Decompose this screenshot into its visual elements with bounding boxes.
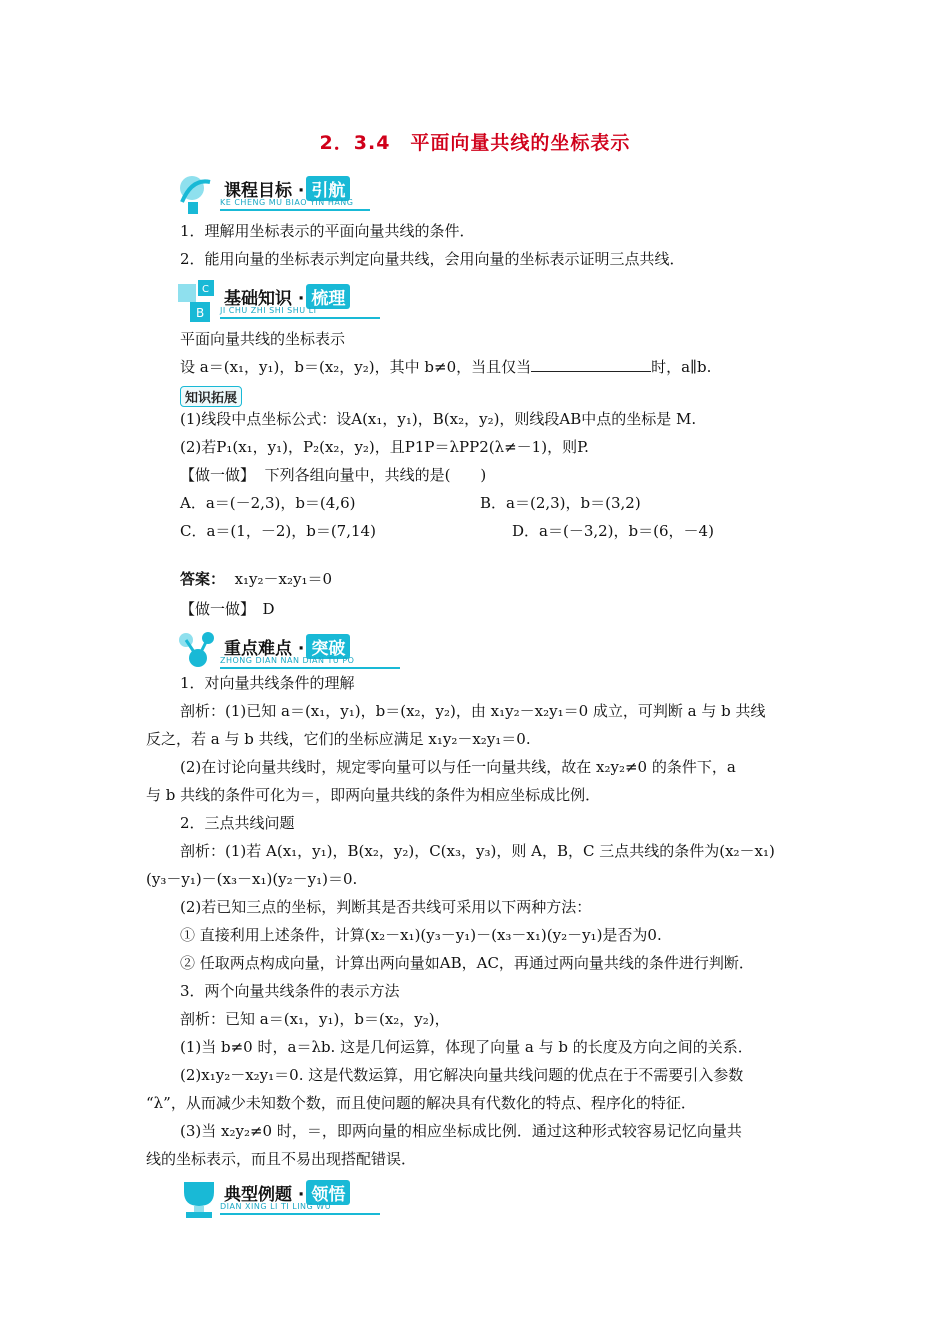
banner-examples: 典型例题 · 领悟 DIAN XING LI TI LING WU <box>176 1176 396 1220</box>
key-p1a: 剖析：(1)已知 a＝(x₁，y₁)，b＝(x₂，y₂)，由 x₁y₂－x₂y₁＝0 成立，可判断 a 与 b 共线 <box>180 702 766 720</box>
answer-blank <box>531 357 651 372</box>
key-p3c: (2)x₁y₂－x₂y₁＝0. 这是代数运算，用它解决向量共线问题的优点在于不需要引入参数 <box>180 1066 744 1084</box>
basic-condition: 设 a＝(x₁，y₁)，b＝(x₂，y₂)，其中 b≠0，当且仅当 时，a∥b. <box>180 358 712 376</box>
option-a: A．a＝(－2,3)，b＝(4,6) <box>180 494 356 512</box>
key-p2a: 剖析：(1)若 A(x₁，y₁)，B(x₂，y₂)，C(x₃，y₃)，则 A，B，C 三点共线的条件为(x₂－x₁) <box>180 842 775 860</box>
extension-2: (2)若P₁(x₁，y₁)，P₂(x₂，y₂)，且P1P＝λPP2(λ≠－1)，则P. <box>180 438 589 456</box>
satellite-dish-icon <box>176 172 226 216</box>
option-d: D．a＝(－3,2)，b＝(6，－4) <box>512 522 714 540</box>
key-p1c: (2)在讨论向量共线时，规定零向量可以与任一向量共线，故在 x₂y₂≠0 的条件下，a <box>180 758 736 776</box>
page-title: 2．3.4 平面向量共线的坐标表示 <box>319 132 631 154</box>
key-p3f: 线的坐标表示，而且不易出现搭配错误． <box>146 1150 417 1168</box>
option-c: C．a＝(1，－2)，b＝(7,14) <box>180 522 376 540</box>
key-p3e: (3)当 x₂y₂≠0 时，＝，即两向量的相应坐标成比例．通过这种形式较容易记忆向量共 <box>180 1122 742 1140</box>
basic-heading: 平面向量共线的坐标表示 <box>180 330 346 348</box>
extension-1: (1)线段中点坐标公式：设A(x₁，y₁)，B(x₂，y₂)，则线段AB中点的坐标是 M. <box>180 410 697 428</box>
try-question: 【做一做】 下列各组向量中，共线的是( ) <box>180 466 487 484</box>
key-p3b: (1)当 b≠0 时，a＝λb. 这是几何运算，体现了向量 a 与 b 的长度及方向之间的关系． <box>180 1038 753 1056</box>
svg-text:C: C <box>202 284 209 295</box>
goal-2: 2．能用向量的坐标表示判定向量共线，会用向量的坐标表示证明三点共线． <box>180 250 685 268</box>
key-heading-2: 2．三点共线问题 <box>180 814 295 832</box>
trophy-icon <box>176 1176 226 1220</box>
banner-basic-knowledge: C B 基础知识 · 梳理 JI CHU ZHI SHI SHU LI <box>176 280 396 324</box>
try-answer: 【做一做】 D <box>180 600 275 618</box>
key-p2e: ② 任取两点构成向量，计算出两向量如AB，AC，再通过两向量共线的条件进行判断． <box>180 954 754 972</box>
option-b: B．a＝(2,3)，b＝(3,2) <box>480 494 641 512</box>
molecule-icon <box>176 630 226 674</box>
banner-course-goals: 课程目标 · 引航 KE CHENG MU BIAO YIN HANG <box>176 172 386 216</box>
key-p1d: 与 b 共线的条件可化为＝，即两向量共线的条件为相应坐标成比例． <box>146 786 601 804</box>
svg-text:B: B <box>196 306 205 320</box>
key-heading-1: 1．对向量共线条件的理解 <box>180 674 355 692</box>
key-heading-3: 3．两个向量共线条件的表示方法 <box>180 982 400 1000</box>
key-p2b: (y₃－y₁)－(x₃－x₁)(y₂－y₁)＝0. <box>146 870 358 888</box>
answer-line: 答案： x₁y₂－x₂y₁＝0 <box>180 570 333 588</box>
key-p3d: “λ”，从而减少未知数个数，而且使问题的解决具有代数化的特点、程序化的特征． <box>146 1094 696 1112</box>
key-p2c: (2)若已知三点的坐标，判断其是否共线可采用以下两种方法： <box>180 898 592 916</box>
banner-key-points: 重点难点 · 突破 ZHONG DIAN NAN DIAN TU PO <box>176 630 396 674</box>
key-p3a: 剖析：已知 a＝(x₁，y₁)，b＝(x₂，y₂)， <box>180 1010 450 1028</box>
abc-blocks-icon <box>176 280 226 324</box>
key-p1b: 反之，若 a 与 b 共线，它们的坐标应满足 x₁y₂－x₂y₁＝0. <box>146 730 531 748</box>
goal-1: 1．理解用坐标表示的平面向量共线的条件． <box>180 222 475 240</box>
key-p2d: ① 直接利用上述条件，计算(x₂－x₁)(y₃－y₁)－(x₃－x₁)(y₂－y₁)是否为0. <box>180 926 662 944</box>
knowledge-extension-tag: 知识拓展 <box>180 386 242 407</box>
